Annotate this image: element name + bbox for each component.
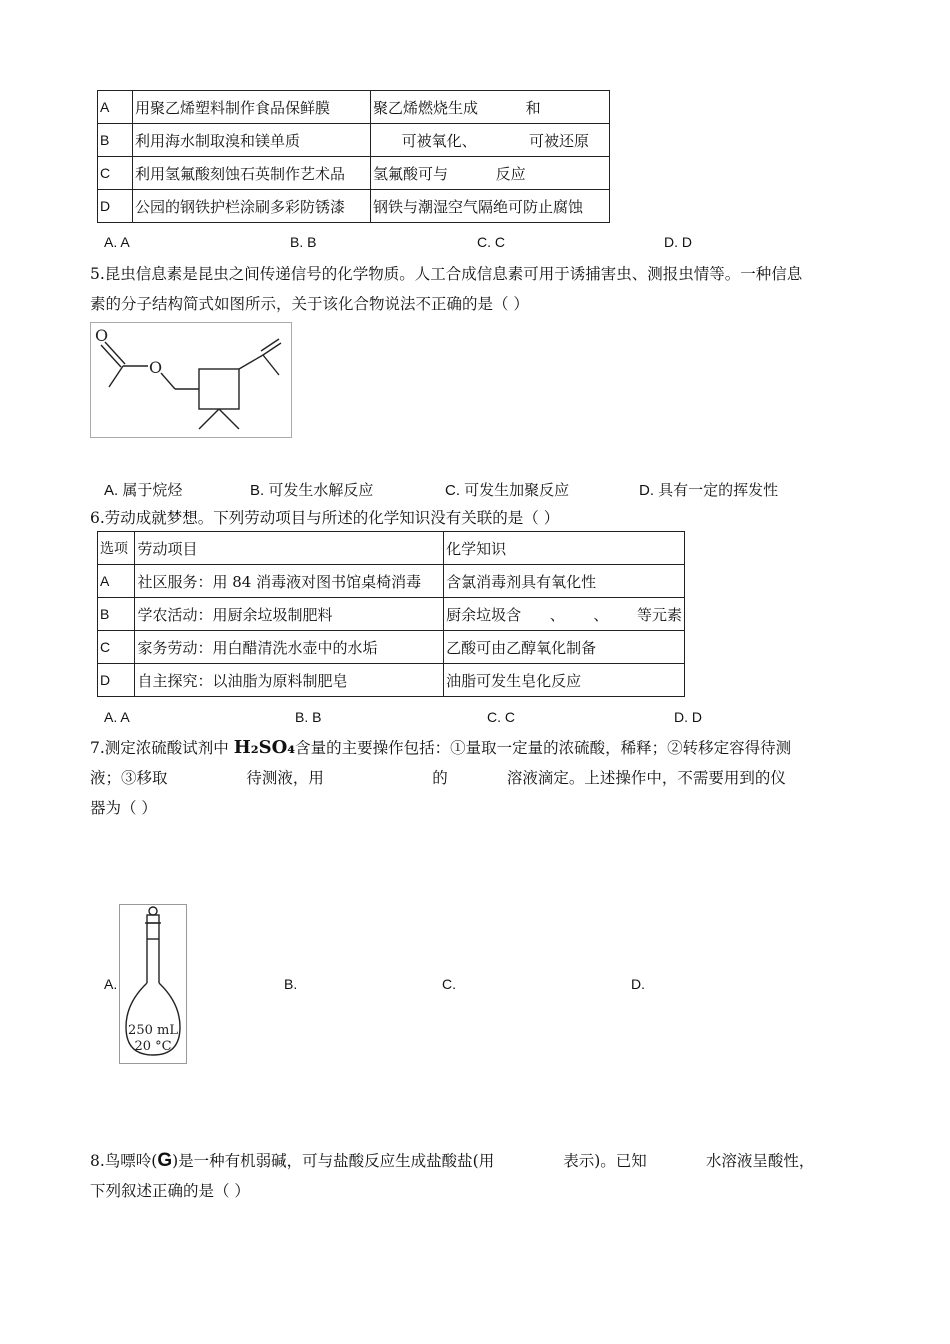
q7-line3: 器为（ ）	[90, 799, 157, 817]
h2so4-formula: H₂SO₄	[233, 737, 296, 758]
row-key: B	[98, 598, 135, 631]
table-row	[98, 598, 685, 631]
row-item: 用聚乙烯塑料制作食品保鲜膜	[133, 91, 371, 124]
q5-text-line2: 素的分子结构简式如图所示，关于该化合物说法不正确的是（ ）	[90, 295, 529, 313]
row-knowledge: 聚乙烯燃烧生成 和	[371, 91, 610, 124]
row-knowledge: 厨余垃圾含 、 、 等元素	[444, 598, 685, 631]
q7-line2: 液；③移取 待测液，用 的 溶液滴定。上述操作中，不需要用到的仪	[90, 769, 786, 787]
q8-line2: 下列叙述正确的是（ ）	[90, 1182, 250, 1200]
q7-option-d[interactable]: D.	[631, 976, 645, 992]
table-row	[98, 664, 685, 697]
row-key: A	[98, 565, 135, 598]
q4-option-b[interactable]: B. B	[290, 234, 317, 250]
row-knowledge: 氢氟酸可与 反应	[371, 157, 610, 190]
row-item: 利用海水制取溴和镁单质	[133, 124, 371, 157]
q4-option-a[interactable]: A. A	[104, 234, 130, 250]
row-knowledge: 乙酸可由乙醇氧化制备	[444, 631, 685, 664]
q5-option-a[interactable]: A. 属于烷烃	[104, 482, 183, 499]
q6-option-c[interactable]: C. C	[487, 709, 515, 725]
row-item: 家务劳动：用白醋清洗水壶中的水垢	[135, 631, 444, 664]
row-knowledge: 钢铁与潮湿空气隔绝可防止腐蚀	[371, 190, 610, 223]
guanine-symbol: G	[157, 1150, 173, 1171]
q6-option-b[interactable]: B. B	[295, 709, 322, 725]
flask-temp-label: 20 °C	[134, 1039, 172, 1054]
oxygen-label: O	[149, 358, 163, 377]
q7-prefix: 7.测定浓硫酸试剂中	[90, 739, 234, 757]
q8-line1	[90, 1146, 814, 1176]
q8-prefix: 8.鸟嘌呤(	[90, 1152, 158, 1170]
row-item: 自主探究：以油脂为原料制肥皂	[135, 664, 444, 697]
row-item: 公园的钢铁护栏涂刷多彩防锈漆	[133, 190, 371, 223]
q6-table	[97, 531, 685, 697]
q5-option-b[interactable]: B. 可发生水解反应	[250, 482, 374, 499]
table-row	[98, 190, 610, 223]
molecule-structure-drawing	[91, 323, 291, 437]
row-knowledge: 可被氧化、 可被还原	[371, 124, 610, 157]
q5-option-c[interactable]: C. 可发生加聚反应	[445, 482, 570, 499]
q7-option-b[interactable]: B.	[284, 976, 298, 992]
row-item: 学农活动：用厨余垃圾制肥料	[135, 598, 444, 631]
header-knowledge: 化学知识	[444, 532, 685, 565]
oxygen-label: O	[95, 326, 109, 345]
q7-option-a[interactable]: A.	[104, 976, 118, 992]
volumetric-flask-image	[119, 904, 187, 1064]
table-row	[98, 631, 685, 664]
q6-option-a[interactable]: A. A	[104, 709, 130, 725]
q8-suffix: )是一种有机弱碱，可与盐酸反应生成盐酸盐(用 表示)。已知 水溶液呈酸性，	[172, 1152, 815, 1170]
flask-volume-label: 250 mL	[128, 1023, 178, 1038]
q7-option-c[interactable]: C.	[442, 976, 456, 992]
row-item: 利用氢氟酸刻蚀石英制作艺术品	[133, 157, 371, 190]
row-key: D	[98, 190, 133, 223]
table-header-row	[98, 532, 685, 565]
q4-option-c[interactable]: C. C	[477, 234, 505, 250]
table-row	[98, 157, 610, 190]
q4-option-d[interactable]: D. D	[664, 234, 692, 250]
table-row	[98, 565, 685, 598]
q6-option-d[interactable]: D. D	[674, 709, 702, 725]
row-key: B	[98, 124, 133, 157]
header-item: 劳动项目	[135, 532, 444, 565]
q7-line1	[90, 733, 791, 763]
row-key: C	[98, 631, 135, 664]
q7-suffix: 含量的主要操作包括：①量取一定量的浓硫酸，稀释；②转移定容得待测	[295, 739, 792, 757]
row-key: C	[98, 157, 133, 190]
volumetric-flask-drawing	[120, 905, 186, 1063]
row-knowledge: 含氯消毒剂具有氧化性	[444, 565, 685, 598]
header-key: 选项	[98, 532, 135, 565]
molecule-structure-image	[90, 322, 292, 438]
row-item: 社区服务：用 84 消毒液对图书馆桌椅消毒	[135, 565, 444, 598]
table-row	[98, 91, 610, 124]
q4-table	[97, 90, 610, 223]
q6-text: 6.劳动成就梦想。下列劳动项目与所述的化学知识没有关联的是（ ）	[90, 509, 560, 527]
q5-option-d[interactable]: D. 具有一定的挥发性	[639, 482, 779, 499]
q5-text-line1: 5.昆虫信息素是昆虫之间传递信号的化学物质。人工合成信息素可用于诱捕害虫、测报虫情等。一种信息	[90, 265, 803, 283]
row-key: A	[98, 91, 133, 124]
row-key: D	[98, 664, 135, 697]
table-row	[98, 124, 610, 157]
row-knowledge: 油脂可发生皂化反应	[444, 664, 685, 697]
